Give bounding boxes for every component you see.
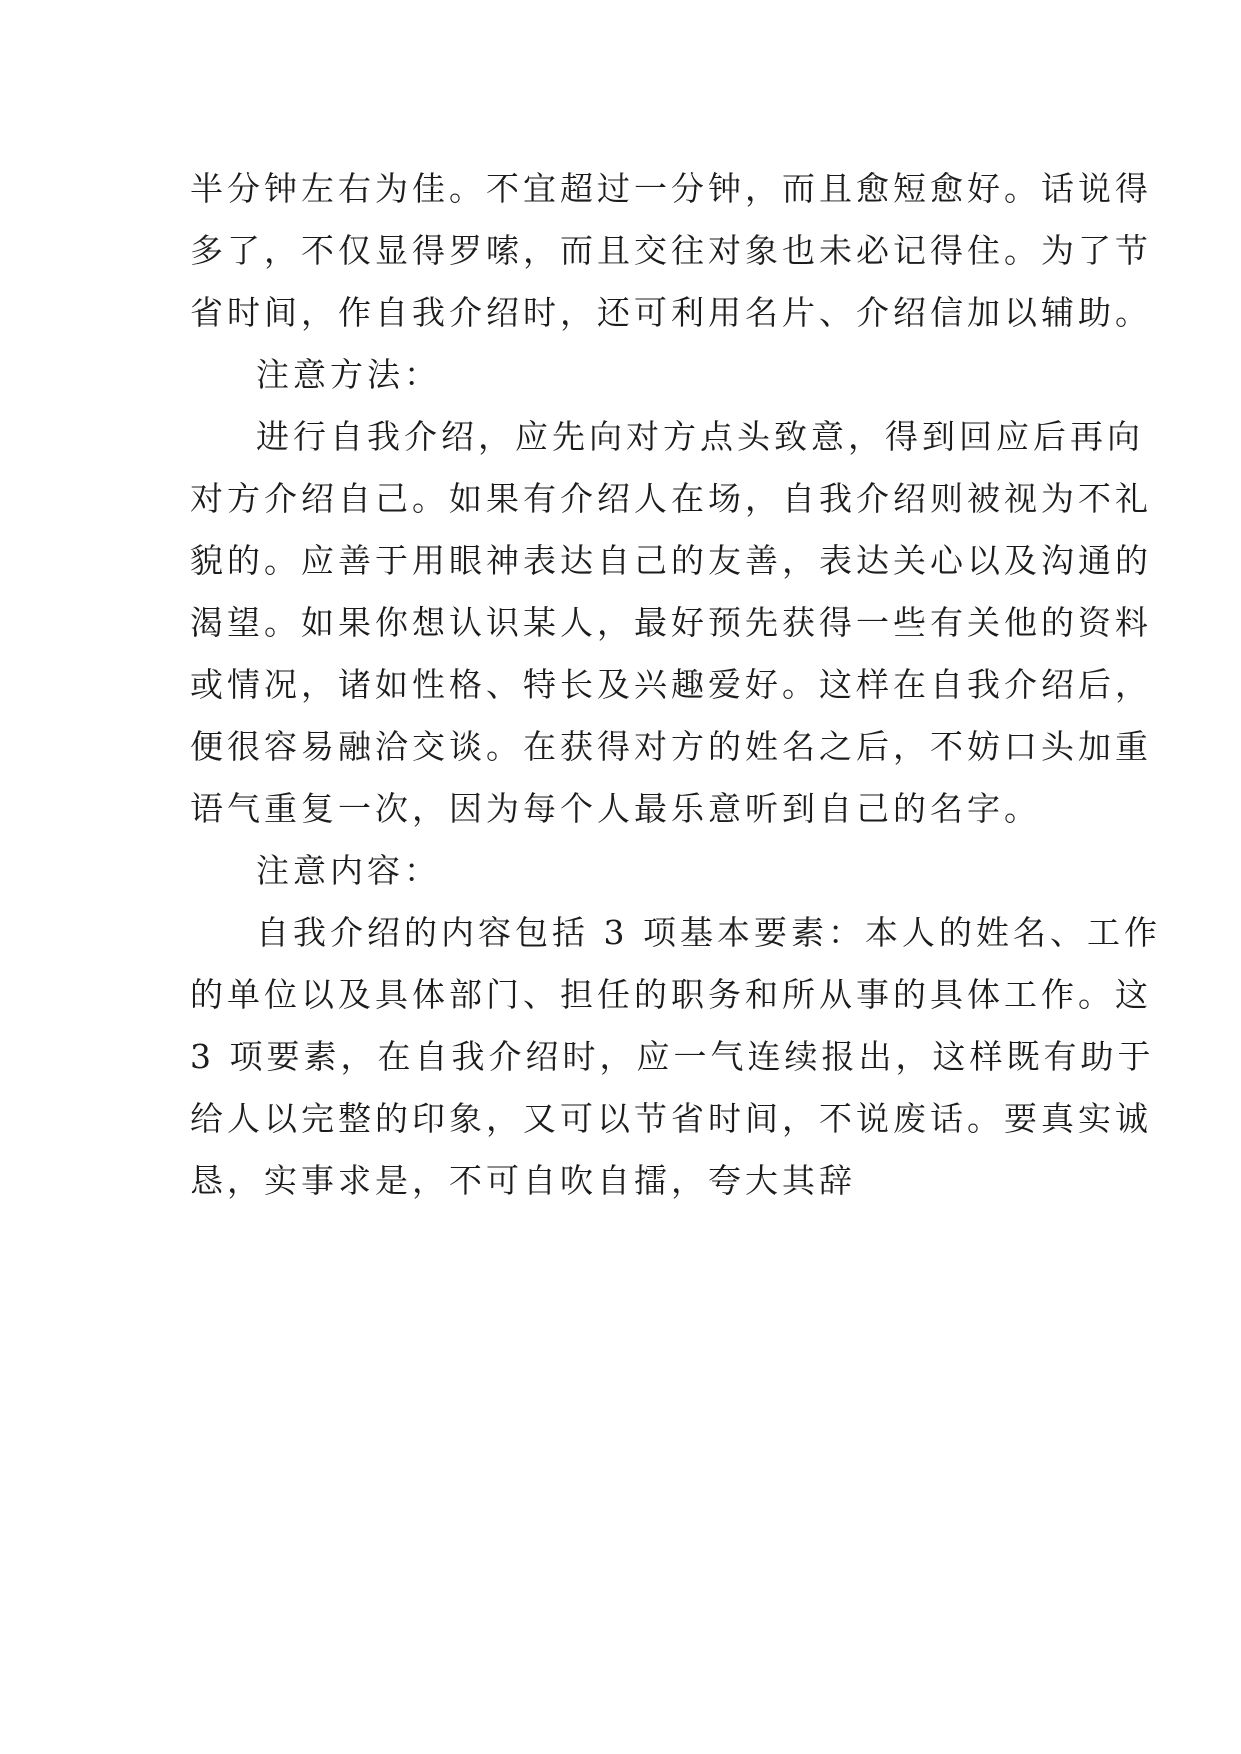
body-line: 语气重复一次，因为每个人最乐意听到自己的名字。 [190, 789, 1041, 828]
body-line: 3 项要素，在自我介绍时，应一气连续报出，这样既有助于 [190, 1037, 1155, 1076]
body-line: 半分钟左右为佳。不宜超过一分钟，而且愈短愈好。话说得 [190, 169, 1152, 208]
body-line: 对方介绍自己。如果有介绍人在场，自我介绍则被视为不礼 [190, 479, 1152, 518]
body-line: 或情况，诸如性格、特长及兴趣爱好。这样在自我介绍后， [190, 665, 1152, 704]
section-heading-content: 注意内容： [256, 851, 441, 890]
body-line: 的单位以及具体部门、担任的职务和所从事的具体工作。这 [190, 975, 1152, 1014]
body-line: 省时间，作自我介绍时，还可利用名片、介绍信加以辅助。 [190, 293, 1152, 332]
body-line: 多了，不仅显得罗嗦，而且交往对象也未必记得住。为了节 [190, 231, 1152, 270]
body-line: 渴望。如果你想认识某人，最好预先获得一些有关他的资料 [190, 603, 1152, 642]
document-body [190, 158, 1161, 1212]
body-line: 自我介绍的内容包括 3 项基本要素：本人的姓名、工作 [256, 913, 1161, 952]
body-line: 貌的。应善于用眼神表达自己的友善，表达关心以及沟通的 [190, 541, 1152, 580]
body-line: 给人以完整的印象，又可以节省时间，不说废话。要真实诚 [190, 1099, 1152, 1138]
body-line: 恳，实事求是，不可自吹自擂，夸大其辞 [190, 1161, 856, 1200]
body-line: 进行自我介绍，应先向对方点头致意，得到回应后再向 [256, 417, 1144, 456]
section-heading-method: 注意方法： [256, 355, 441, 394]
body-line: 便很容易融洽交谈。在获得对方的姓名之后，不妨口头加重 [190, 727, 1152, 766]
